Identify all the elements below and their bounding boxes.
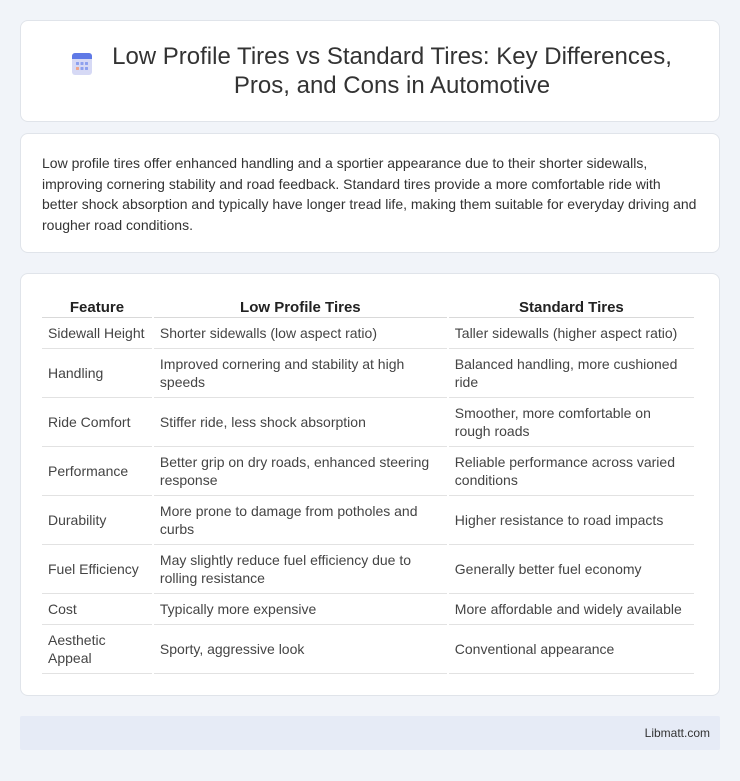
feature-cell: Durability (42, 496, 152, 545)
low-profile-cell: Better grip on dry roads, enhanced steering response (154, 447, 447, 496)
title-wrap (68, 42, 672, 100)
header-standard: Standard Tires (449, 294, 694, 318)
low-profile-cell: Typically more expensive (154, 594, 447, 625)
low-profile-cell: More prone to damage from potholes and curbs (154, 496, 447, 545)
low-profile-cell: Sporty, aggressive look (154, 625, 447, 674)
feature-cell: Sidewall Height (42, 318, 152, 349)
low-profile-cell: Shorter sidewalls (low aspect ratio) (154, 318, 447, 349)
low-profile-cell: Improved cornering and stability at high speeds (154, 349, 447, 398)
document-icon (68, 50, 96, 78)
standard-cell: Smoother, more comfortable on rough roads (449, 398, 694, 447)
title-card (20, 20, 720, 122)
standard-cell: Reliable performance across varied conditions (449, 447, 694, 496)
standard-cell: Taller sidewalls (higher aspect ratio) (449, 318, 694, 349)
low-profile-cell: Stiffer ride, less shock absorption (154, 398, 447, 447)
feature-cell: Aesthetic Appeal (42, 625, 152, 674)
table-row (42, 447, 694, 496)
comparison-table-card (20, 273, 720, 696)
summary-card (20, 133, 720, 253)
table-row (42, 594, 694, 625)
page-title: Low Profile Tires vs Standard Tires: Key Differences, Pros, and Cons in Automotive (112, 43, 672, 99)
header-low-profile: Low Profile Tires (154, 294, 447, 318)
table-row (42, 545, 694, 594)
table-row (42, 496, 694, 545)
feature-cell: Performance (42, 447, 152, 496)
comparison-table (40, 294, 696, 674)
table-row (42, 318, 694, 349)
summary-paragraph: Low profile tires offer enhanced handling and a sportier appearance due to their shorter sidewalls, improving cornering stability and road feedback. Standard tires provide a more comfortable ride with better shock absorption and typically have longer tread life, making them suitable for everyday driving and rougher road conditions. (42, 155, 697, 233)
feature-cell: Ride Comfort (42, 398, 152, 447)
feature-cell: Cost (42, 594, 152, 625)
low-profile-cell: May slightly reduce fuel efficiency due to rolling resistance (154, 545, 447, 594)
table-row (42, 625, 694, 674)
standard-cell: Conventional appearance (449, 625, 694, 674)
footer-site-link[interactable]: Libmatt.com (644, 726, 710, 740)
standard-cell: Generally better fuel economy (449, 545, 694, 594)
standard-cell: Balanced handling, more cushioned ride (449, 349, 694, 398)
feature-cell: Handling (42, 349, 152, 398)
feature-cell: Fuel Efficiency (42, 545, 152, 594)
standard-cell: More affordable and widely available (449, 594, 694, 625)
table-row (42, 398, 694, 447)
header-feature: Feature (42, 294, 152, 318)
table-row (42, 349, 694, 398)
table-header-row (42, 294, 694, 318)
standard-cell: Higher resistance to road impacts (449, 496, 694, 545)
footer (20, 716, 720, 750)
